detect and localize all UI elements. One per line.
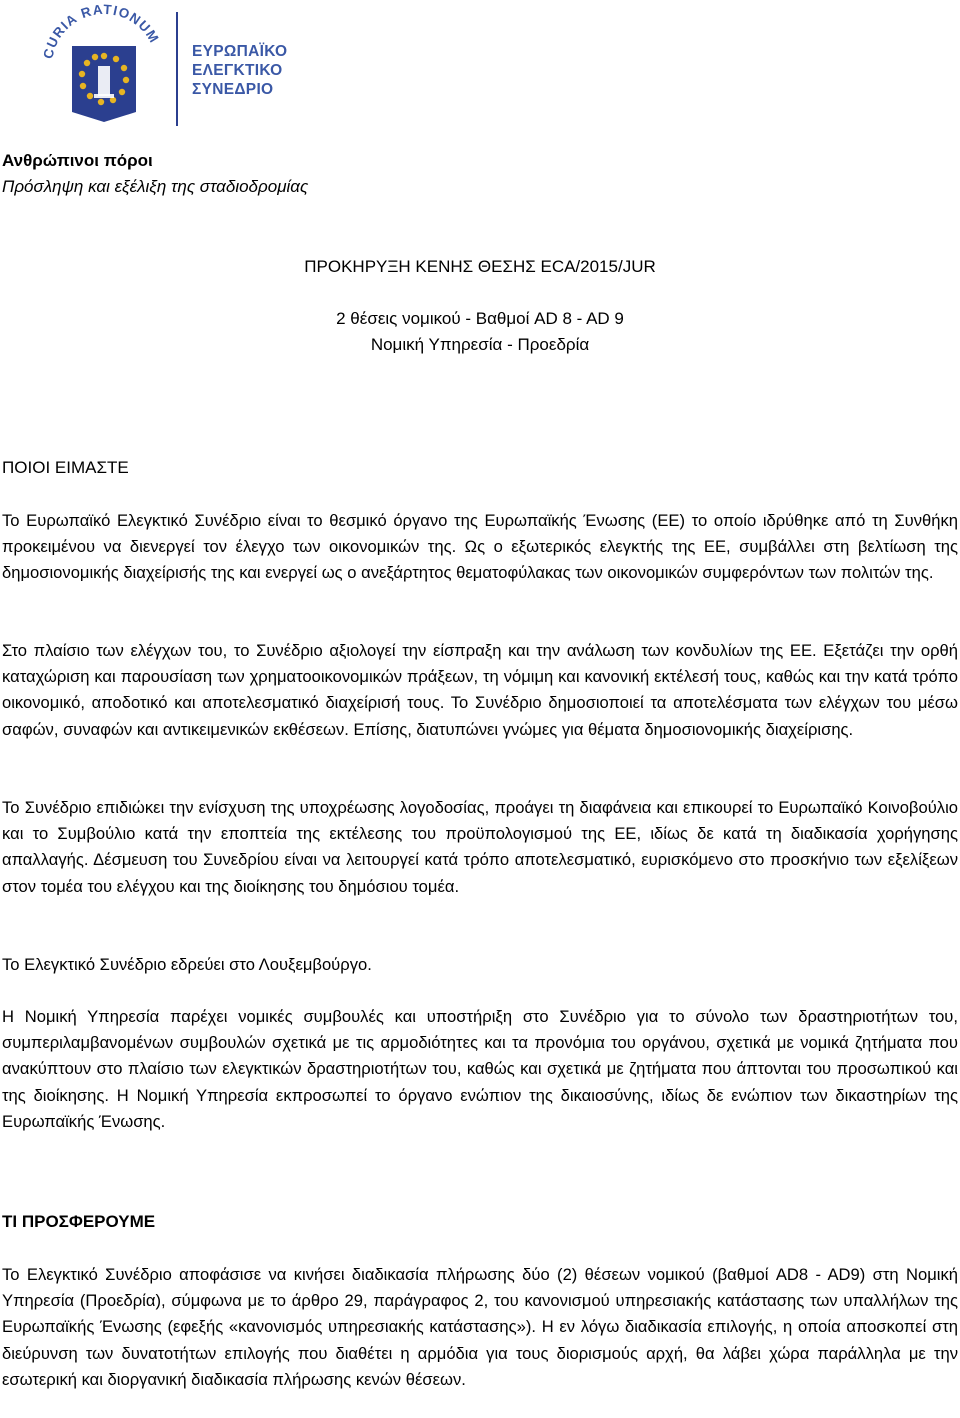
who-we-are-paragraph-2: Στο πλαίσιο των ελέγχων του, το Συνέδριο αξιολογεί την είσπραξη και την ανάλωση των κονδυλίων της ΕΕ. Εξετάζει την ορθή καταχώριση και παρουσίαση των χρηματοοικονομικών πράξεων, τη νόμιμη και κανονική εκτέλεσή τους, καθώς και την κατά τρόπο οικονομικό, αποδοτικό και αποτελεσματικό διαχείρισή τους. Το Συνέδριο δημοσιοποιεί τα αποτελέσματα των ελέγχων του μέσω σαφών, συναφών και αντικειμενικών εκθέσεων. Επίσης, διατυπώνει γνώμες για θέματα δημοσιονομικής διαχείρισης. [2,641,958,739]
who-we-are-paragraph-5: Η Νομική Υπηρεσία παρέχει νομικές συμβουλές και υποστήριξη στο Συνέδριο για το σύνολο των δραστηριοτήτων του, συμπεριλαμβανομένων συμβουλών σχετικά με τις αρμοδιότητες και τα προνόμια του οργάνου, σχετικά με νομικά ζητήματα που ανακύπτουν στο πλαίσιο των ελεγκτικών δραστηριοτήτων του, καθώς και σχετικά με ζητήματα που άπτονται του προσωπικού και της διοίκησης. Η Νομική Υπηρεσία εκπροσωπεί το όργανο ενώπιον της δικαιοσύνης, ιδίως δε ενώπιον των δικαστηρίων της Ευρωπαϊκής Ένωσης. [2,1007,958,1131]
who-we-are-paragraph-1: Το Ευρωπαϊκό Ελεγκτικό Συνέδριο είναι το θεσμικό όργανο της Ευρωπαϊκής Ένωσης (ΕΕ) το οποίο ιδρύθηκε από τη Συνθήκη προκειμένου να διενεργεί τον έλεγχο των οικονομικών της. Ως ο εξωτερικός ελεγκτής της ΕΕ, συμβάλλει στη βελτίωση της δημοσιονομικής διαχείρισής της και ενεργεί ως ο ανεξάρτητος θεματοφύλακας των οικονομικών συμφερόντων των πολιτών της. [2,511,958,583]
who-we-are-heading: ΠΟΙΟΙ ΕΙΜΑΣΤΕ [2,458,129,477]
what-we-offer-paragraph: Το Ελεγκτικό Συνέδριο αποφάσισε να κινήσει διαδικασία πλήρωσης δύο (2) θέσεων νομικού (βαθμοί AD8 - AD9) στη Νομική Υπηρεσία (Προεδρία), σύμφωνα με το άρθρο 29, παράγραφος 2, του κανονισμού υπηρεσιακής κατάστασης των υπαλλήλων της Ευρωπαϊκής Ένωσης (εφεξής «κανονισμός υπηρεσιακής κατάστασης»). Η εν λόγω διαδικασία επιλογής, η οποία αποσκοπεί στη διεύρυνση των δυνατοτήτων επιλογής που διαθέτει η αρμόδια για τους διορισμούς αρχή, θα λάβει χώρα παράλληλα με την εσωτερική και διοργανική διαδικασία πλήρωσης κενών θέσεων. [2,1265,958,1389]
notice-positions: 2 θέσεις νομικού - Βαθμοί AD 8 - AD 9 [336,309,624,328]
logo-name [192,42,287,99]
eca-logo [38,4,294,124]
logo-divider [176,12,178,126]
eca-emblem [38,4,174,124]
notice-title: ΠΡΟΚΗΡΥΞΗ ΚΕΝΗΣ ΘΕΣΗΣ ECA/2015/JUR [304,257,656,276]
department-title: Ανθρώπινοι πόροι [2,151,153,170]
unit-subtitle: Πρόσληψη και εξέλιξη της σταδιοδρομίας [2,177,309,196]
department-header [2,148,308,200]
logo-name-line-1: ΕΥΡΩΠΑΪΚΟ [192,43,288,60]
logo-name-line-3: ΣΥΝΕΔΡΙΟ [192,81,274,98]
who-we-are-paragraph-3: Το Συνέδριο επιδιώκει την ενίσχυση της υποχρέωσης λογοδοσίας, προάγει τη διαφάνεια και επικουρεί το Ευρωπαϊκό Κοινοβούλιο και το Συμβούλιο κατά την εποπτεία της εκτέλεσης του προϋπολογισμού της ΕΕ, ιδίως δε κατά τη διαδικασία χορήγησης απαλλαγής. Δέσμευση του Συνεδρίου είναι να λειτουργεί κατά τρόπο αποτελεσματικό, ευρισκόμενο στο προσκήνιο των εξελίξεων στον τομέα του ελέγχου και της διοίκησης του δημόσιου τομέα. [2,798,958,896]
logo-motto: CURIA RATIONUM [40,4,163,61]
what-we-offer-heading: ΤΙ ΠΡΟΣΦΕΡΟΥΜΕ [2,1212,156,1231]
logo-name-line-2: ΕΛΕΓΚΤΙΚΟ [192,62,283,79]
who-we-are-paragraph-4: Το Ελεγκτικό Συνέδριο εδρεύει στο Λουξεμβούργο. [2,955,372,974]
notice-service: Νομική Υπηρεσία - Προεδρία [370,335,590,354]
notice-subtitle [60,306,900,358]
